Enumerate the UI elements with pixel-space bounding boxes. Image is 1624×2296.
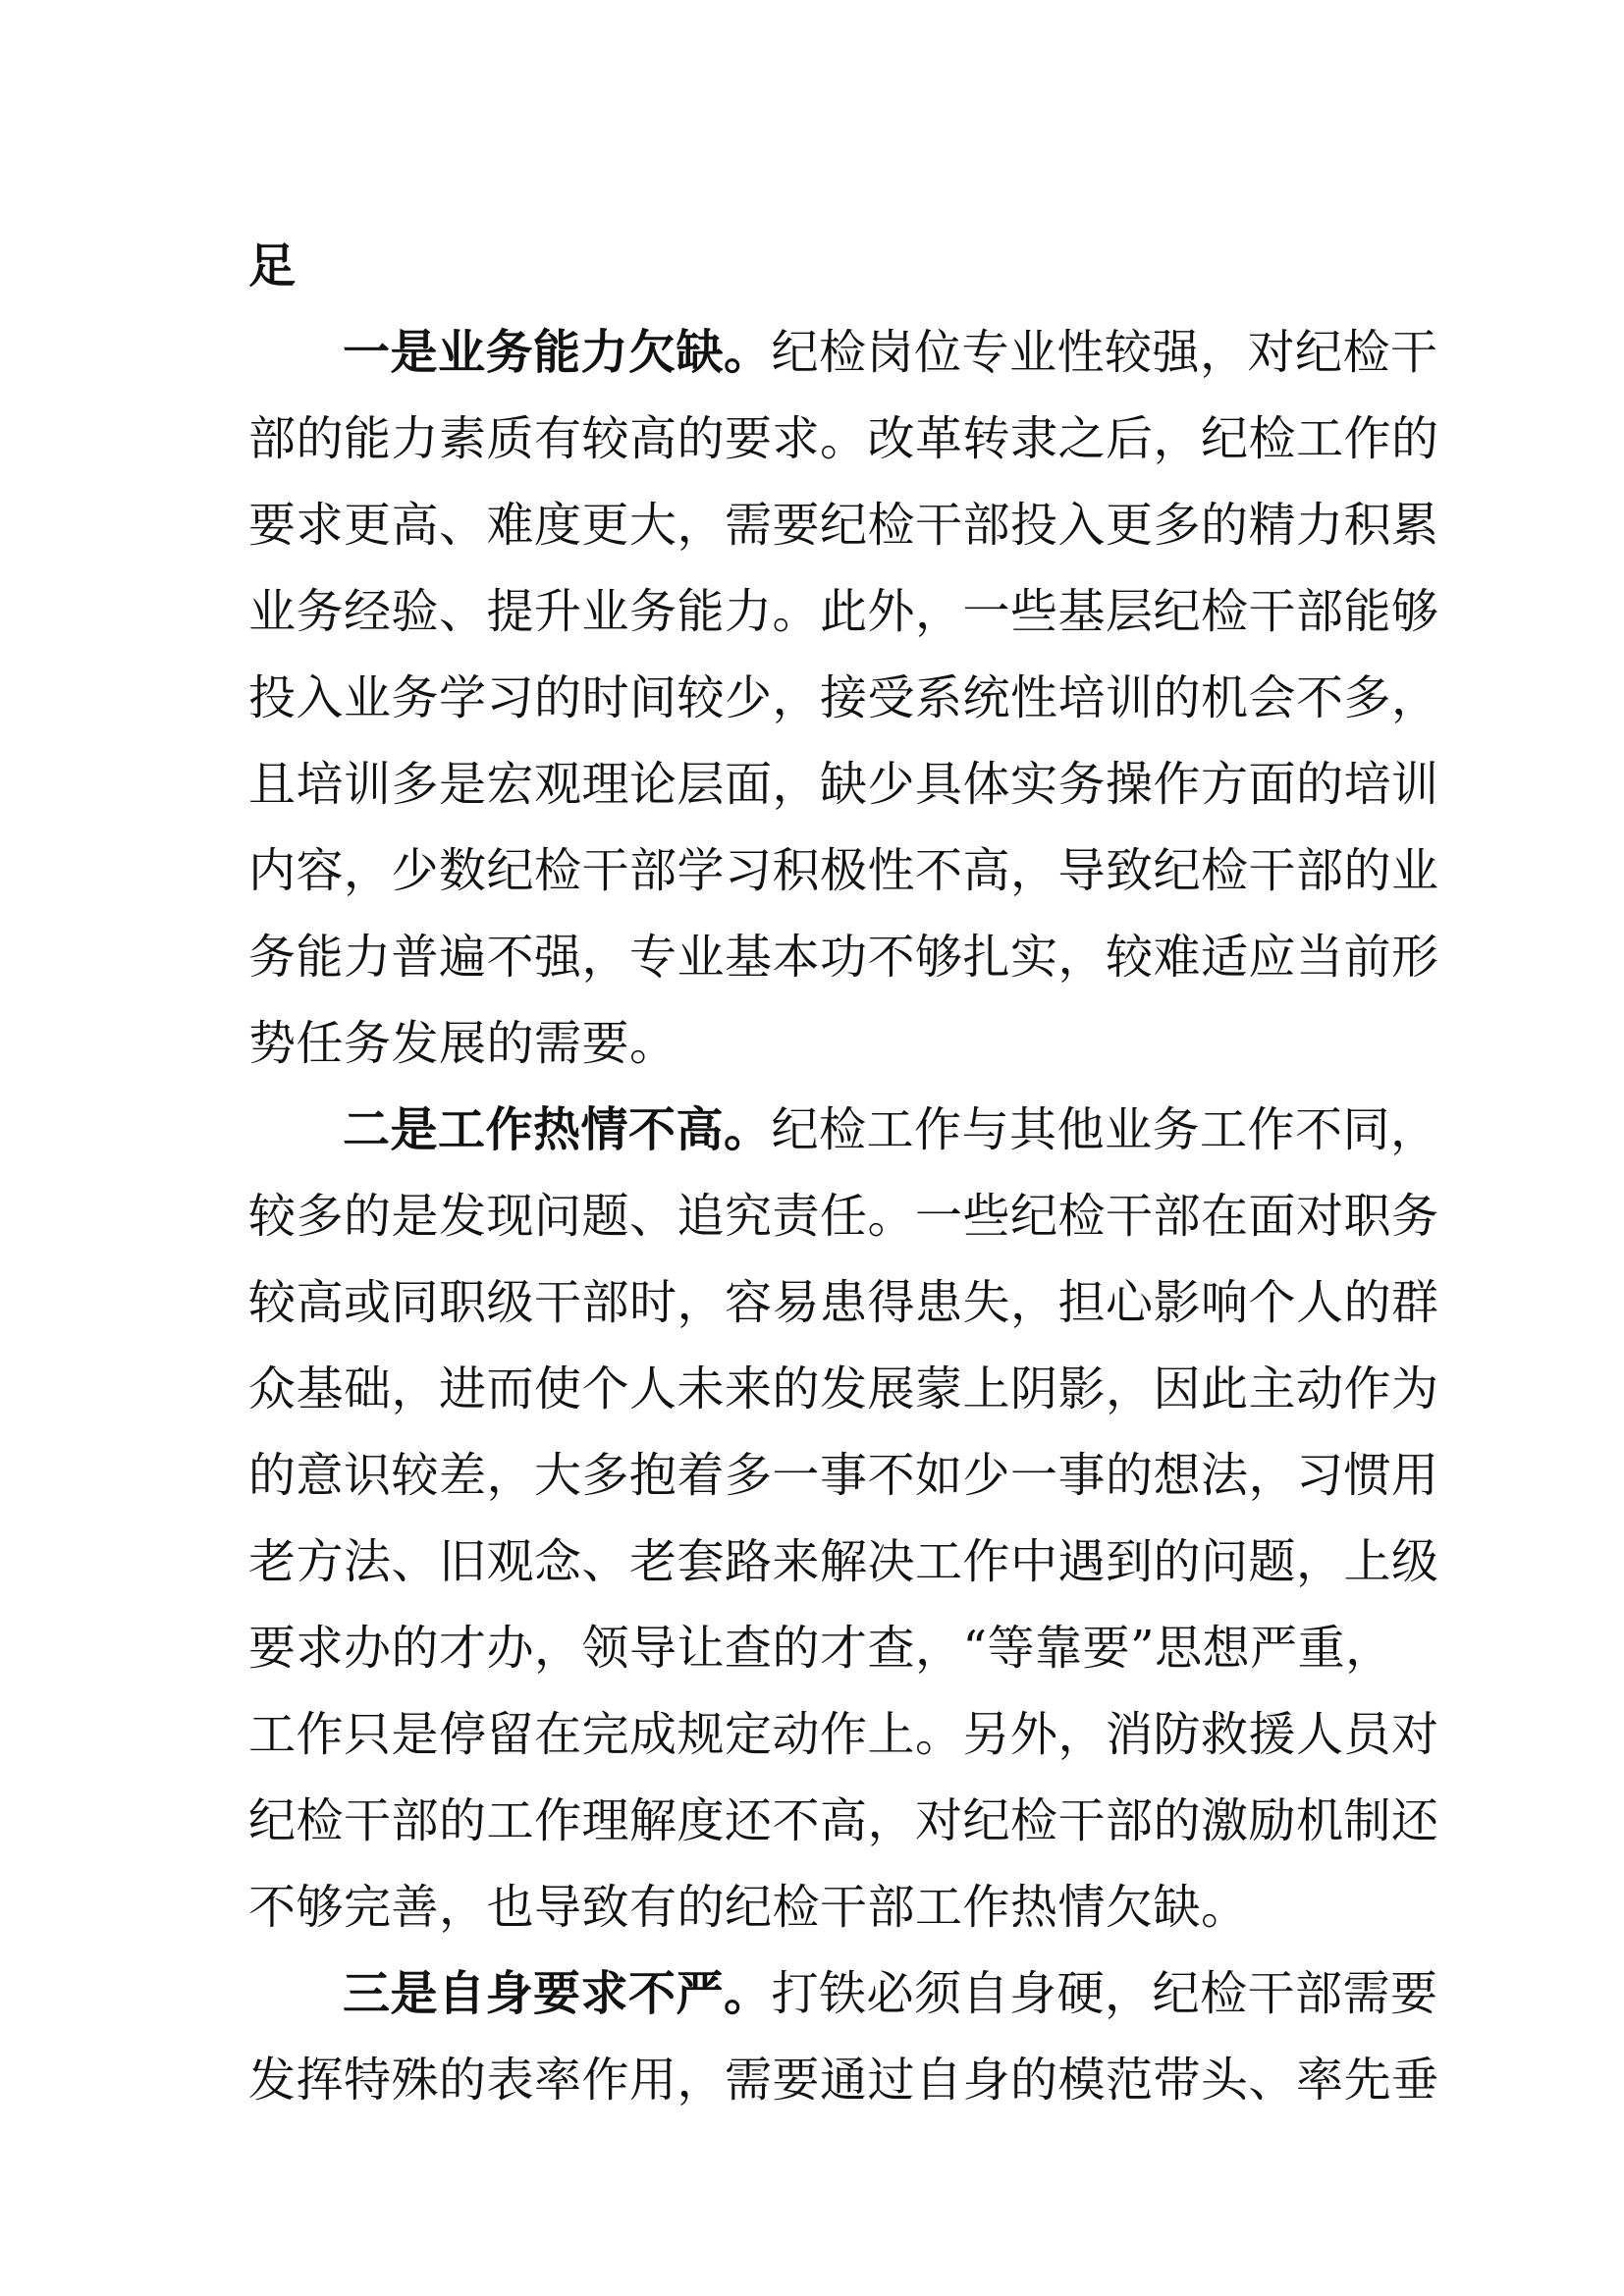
paragraph-2-line: 较多的是发现问题、追究责任。一些纪检干部在面对职务 xyxy=(248,1189,1439,1244)
paragraph-1-line: 且培训多是宏观理论层面，缺少具体实务操作方面的培训 xyxy=(248,757,1439,812)
paragraph-2-line: 较高或同职级干部时，容易患得患失，担心影响个人的群 xyxy=(248,1275,1439,1330)
paragraph-1-text: 纪检岗位专业性较强，对纪检干 xyxy=(771,325,1438,380)
paragraph-1-line: 业务经验、提升业务能力。此外，一些基层纪检干部能够 xyxy=(248,584,1439,639)
paragraph-2-first-line xyxy=(248,1087,1438,1173)
paragraph-2-line: 工作只是停留在完成规定动作上。另外，消防救援人员对 xyxy=(248,1707,1439,1762)
paragraph-1-heading: 一是业务能力欠缺。 xyxy=(343,325,772,380)
paragraph-1-first-line xyxy=(248,309,1438,396)
paragraph-3-text: 打铁必须自身硬，纪检干部需要 xyxy=(771,1966,1438,2021)
paragraph-1-line: 要求更高、难度更大，需要纪检干部投入更多的精力积累 xyxy=(248,498,1439,553)
paragraph-2-line: 要求办的才办，领导让查的才查，“等靠要”思想严重， xyxy=(248,1621,1393,1676)
paragraph-2-line: 不够完善，也导致有的纪检干部工作热情欠缺。 xyxy=(248,1880,1249,1935)
paragraph-2-line: 老方法、旧观念、老套路来解决工作中遇到的问题，上级 xyxy=(248,1534,1439,1589)
paragraph-2-line: 众基础，进而使个人未来的发展蒙上阴影，因此主动作为 xyxy=(248,1362,1439,1416)
paragraph-2-line: 的意识较差，大多抱着多一事不如少一事的想法，习惯用 xyxy=(248,1448,1439,1503)
paragraph-1-line: 投入业务学习的时间较少，接受系统性培训的机会不多， xyxy=(248,670,1439,725)
paragraph-1-line: 势任务发展的需要。 xyxy=(248,1016,677,1071)
paragraph-2-text: 纪检工作与其他业务工作不同， xyxy=(771,1102,1438,1157)
paragraph-2-heading: 二是工作热情不高。 xyxy=(343,1102,772,1157)
paragraph-2-line: 纪检干部的工作理解度还不高，对纪检干部的激励机制还 xyxy=(248,1793,1439,1848)
paragraph-3-first-line xyxy=(248,1950,1438,2037)
paragraph-1-line: 务能力普遍不强，专业基本功不够扎实，较难适应当前形 xyxy=(248,930,1439,985)
document-body xyxy=(248,223,1439,2123)
paragraph-3-line: 发挥特殊的表率作用，需要通过自身的模范带头、率先垂 xyxy=(248,2053,1439,2108)
paragraph-1-line: 内容，少数纪检干部学习积极性不高，导致纪检干部的业 xyxy=(248,843,1439,898)
fragment-line: 足 xyxy=(248,239,297,294)
paragraph-1-line: 部的能力素质有较高的要求。改革转隶之后，纪检工作的 xyxy=(248,411,1439,466)
paragraph-3-heading: 三是自身要求不严。 xyxy=(343,1966,772,2021)
